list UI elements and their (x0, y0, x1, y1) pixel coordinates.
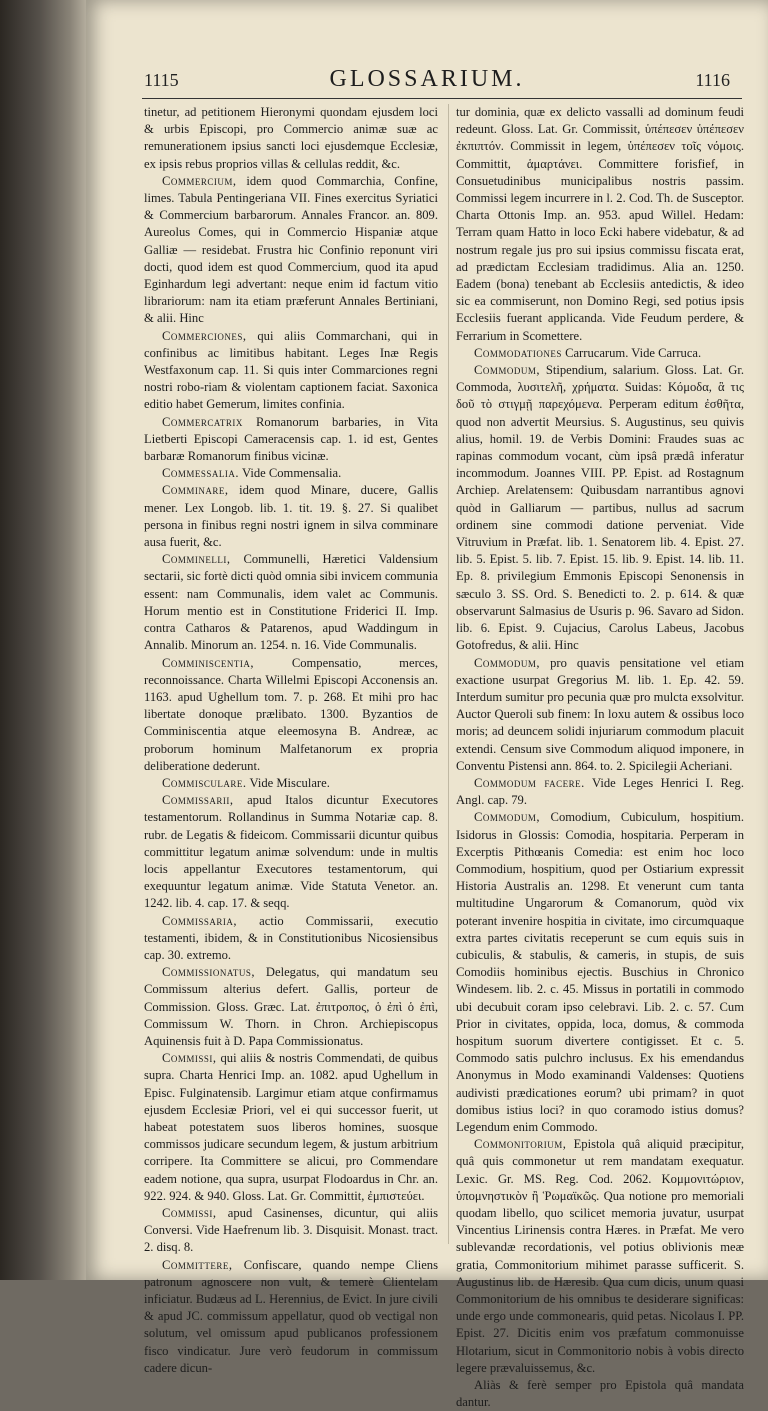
dictionary-entry (456, 1136, 744, 1377)
entry-headword: Commissaria, (162, 913, 238, 928)
dictionary-entry (144, 328, 438, 414)
entry-text: idem quod Commarchia, Confine, limes. Tabula Pentingeriana VII. Fines exercitus Syriatici & Commercium barbarorum. Annales Francor. an. 809. Aureolus Comes, qui in Commercio Hispaniæ atque Galliæ — residebat. Frustra hic Confinio reponunt viri docti, quod idem est quod Commercium, quod ita apud Eginhardum legi advertant: neque enim id factum vitio librariorum: nam ita etiam præferunt Annales Bertiniani, & alii. Hinc (144, 173, 439, 326)
entry-text: Vide Misculare. (249, 775, 330, 790)
entry-text: idem quod Minare, ducere, Gallis mener. Lex Longob. lib. 1. tit. 19. §. 27. Si qualibet persona in finibus regni nostri ignem in silva comminare ausa fuerit, &c. (144, 483, 439, 550)
entry-text: actio Commissarii, executio testamenti, ibidem, & in Constitutionibus Nicosiensibus cap. 30. extremo. (144, 913, 438, 962)
dictionary-entry (144, 792, 438, 912)
entry-headword: Commodum, (474, 363, 541, 378)
entry-text: pro quavis pensitatione vel etiam exactione usurpat Gregorius M. lib. 1. Ep. 42. 59. Interdum sumitur pro pecunia quæ pro mulcta exsolvitur. Auctor Queroli sub finem: In loxu autem & ossibus loco moris; ad deuncem solidi injuriarum commodum placuit extendi. Censum sive Commodum aliquod imponere, in Conventu Pistensi ann. 864. to. 2. Spicilegii Acheriani. (456, 655, 744, 773)
entry-text: Communelli, Hæretici Valdensium sectarii, sic fortè dicti quòd omnia sibi invicem communia essent: nam Communalis, idem valet ac Communis. Horum mentio est in Constitutione Friderici II. Imp. contra Catharos & Patarenos, apud Waddingum in Annalib. Minorum an. 1254. n. 16. Vide Communalis. (144, 552, 439, 653)
dictionary-entry (144, 482, 438, 551)
entry-headword: Commissi, (162, 1206, 217, 1220)
entry-headword: Commerciones, (162, 328, 247, 343)
entry-headword: Commodationes (474, 345, 562, 360)
entry-text: Comodium, Cubiculum, hospitium. Isidorus in Glossis: Comodia, hospitaria. Perperam in Excerptis Pithœanis Comedia: est enim hoc loco Commodium, hospitium, quod per Ostiarium expressit Historia Australis an. 1298. Et venerunt cum tanta multitudine Ungarorum & Comanorum, quòd vix poterant invenire hospitia in civitate, imo circumquaque extra partes civitatis receperunt se cum equis suis in cubiculis, & stabulis, & cameris, in stupis, de suis Comodiis hominibus ejectis. Buschius in Chronico Windesem. lib. 2. c. 45. Missus in portatili in commodo ubi decubuit coram ipso celebravi. Lib. 2. c. 57. Cum Prior in civitates, oppida, loca, domus, & commoda hospitum suorum divertere contigisset. Et c. 5. Commodo satis pulchro inclusus. Ex his emendandus Anonymus in Modo examinandi Valdenses: Quotiens audivisti prædicationes eorum? ubi primam? in quot domibus istius loci? in quo coramodo istius domus? Legendum enim Commodo. (456, 810, 744, 1134)
entry-text: Vide Leges Henrici I. Reg. Angl. cap. 79. (456, 775, 744, 808)
dictionary-entry (456, 345, 744, 362)
entry-text: Romanorum barbaries, in Vita Lietberti Episcopi Cameracensis cap. 1. id est, Gentes barbaræ Romanorum finibus vicinæ. (144, 414, 438, 464)
dictionary-entry (144, 775, 438, 792)
entry-text: apud Italos dicuntur Executores testamentorum. Rollandinus in Summa Notariæ cap. 8. rubr. de Legatis & fideicom. Commissarii dicuntur quibus committitur legatum animæ solvendum: unde in multis locis appellantur Executores testamentorum, qui exequuntur legatum animæ. Vide Statuta Venetor. an. 1242. lib. 4. cap. 17. & seqq. (144, 793, 438, 911)
page-number-left: 1115 (144, 70, 179, 90)
entry-text: Delegatus, qui mandatum seu Commissum alterius defert. Gallis, porteur de Commission. Gloss. Græc. Lat. ἐπιτροπος, ὁ ἐπὶ ὁ ἐπὶ, Commissum W. Thorn. in Chron. Archiepiscopus Aquinensis fuit à D. Papa Commissionatus. (144, 965, 438, 1048)
entry-headword: Commercium, (162, 173, 237, 188)
page-number-right: 1116 (695, 70, 730, 90)
entry-text: Carrucarum. Vide Carruca. (565, 345, 702, 360)
header-rule (142, 98, 742, 99)
entry-text: Vide Commensalia. (241, 466, 342, 481)
right-column (456, 104, 745, 1410)
entry-text: apud Casinenses, dicuntur, qui aliis Conversi. Vide Haefrenum lib. 3. Disquisit. Monast. tract. 2. disq. 8. (144, 1206, 438, 1255)
book-spine-shadow (0, 0, 88, 1280)
entry-headword: Comminelli, (162, 552, 231, 567)
dictionary-entry (144, 173, 438, 328)
entry-headword: Comminiscentia, (162, 655, 255, 670)
dictionary-entry (144, 551, 438, 654)
column-divider (448, 104, 449, 1244)
left-column (144, 104, 439, 1375)
entry-text: qui aliis & nostris Commendati, de quibus supra. Charta Henrici Imp. an. 1082. apud Ughellum in Episc. Fulginatensib. Largimur etiam atque confirmamus ejusdem Ecclesiæ Priori, vel ei qui successor fuerit, ut habeat potestatem suos liberos homines, suosque commissos judicare secundum legem, & justum arbitrium corripere. Ita Committere se alicui, pro Commendare eadem notione, qua supra, usurpat Flodoardus in Chr. an. 922. 924. & 940. Gloss. Lat. Gr. Committit, ἐμπιστεύει. (144, 1051, 438, 1203)
entry-headword: Comminare, (162, 483, 229, 498)
dictionary-entry (456, 655, 744, 775)
dictionary-entry (144, 1050, 438, 1205)
entry-headword: Commodum, (474, 655, 541, 670)
dictionary-entry (456, 1377, 744, 1411)
entry-headword: Commissarii, (162, 793, 234, 808)
dictionary-entry (144, 1205, 438, 1257)
running-title: GLOSSARIUM. (329, 66, 525, 92)
entry-text: tur dominia, quæ ex delicto vassalli ad dominum feudi redeunt. Gloss. Lat. Gr. Commissit, ὑπέπεσεν ὑπέπεσεν ἐκπιπτόν. Commissit in legem, ὑπέπεσεν τοῖς νόμοις. Committit, ἁμαρτάνει. Committere forisfief, in Consuetudinibus municipalibus nostris passim. Commissi legem incurrere in l. 2. Cod. Th. de Susceptor. Charta Ottonis Imp. an. 953. apud Willel. Hedam: Terram quam Hatto in loco Ecki habere videbatur, & ad nostrum regale jus pro sui ipsius commissu fiscata erat, ad prædictam Ecclesiam tradidimus. Alia an. 1250. Eadem (bona) tenebant ab Ecclesiis antedictis, & ideo sic ea commiserunt, non Domino Regi, sed potius ipsis Ecclesiis fuerant applicanda. Vide Feudum perdere, & Ferrarium in Scomettere. (456, 105, 744, 343)
dictionary-entry (456, 775, 744, 809)
dictionary-entry (144, 964, 438, 1050)
entry-text: qui aliis Commarchani, qui in confinibus ac limitibus habitant. Leges Inæ Regis Westfaxonum cap. 11. Si quis inter Commarciones regni nostri robo-riam & violentam captionem faciat. Saxonica editio habet Gemerum, limites confinia. (144, 328, 438, 412)
entry-text: Confiscare, quando nempe Cliens patronum agnoscere non vult, & temerè Clientelam inficiatur. Budæus ad L. Herennius, de Evict. In jure civili & apud JC. commissum appellatur, quod ob vectigal non solutum, vel omissum apud publicanos professionem fisco vindicatur. Jure verò feudorum in commissum cadere dicun- (144, 1257, 438, 1375)
entry-headword: Commodum facere. (474, 775, 585, 790)
entry-headword: Commessalia. (162, 466, 240, 481)
dictionary-entry (456, 809, 744, 1136)
entry-headword: Committere, (162, 1257, 233, 1272)
entry-headword: Commissionatus, (162, 965, 256, 980)
entry-text: Compensatio, merces, reconnoissance. Charta Willelmi Episcopi Acconensis an. 1163. apud Ughellum tom. 7. p. 268. Et mihi pro hac libertate donoque prælibato. 1300. Byzantios de Comminiscentia atque eleemosyna B. Andreæ, ac proborum hominum Malfetanorum ex propria deliberatione dederunt. (144, 655, 438, 773)
entry-headword: Commodum, (474, 810, 541, 825)
entry-text: Epistola quâ aliquid præcipitur, quâ quis commonetur ut rem mandatam exequatur. Lexic. Gr. MS. Reg. Cod. 2062. Κομμονιτώριον, ὑπομνηστικὸν ἢ Ῥωμαϊκῶς. Qua notione pro memoriali quodam libello, quo scilicet memoria juvatur, usurpat Vincentius Lirinensis contra Hæres. in Præfat. Me vero sublevandæ recordationis, vel potius oblivionis meæ gratia, Commonitorium mihimet parasse sufficerit. S. Augustinus lib. de Hæresib. Qua cum dicis, unum quasi Commonitorium de his omnibus te desiderare significas: unde ergo unde commonearis, quid petas. Nicolaus I. PP. Epist. 27. Dicitis enim vos præfatum commonuisse Hlotarium, sicut in Commonitorio nobis à vobis directo legere prævaluissemus, &c. (456, 1137, 744, 1375)
dictionary-entry (144, 655, 438, 775)
book-page (86, 0, 768, 1410)
entry-text: tinetur, ad petitionem Hieronymi quondam ejusdem loci & urbis Episcopi, pro Commercio animæ suæ ac remunerationem ipsius sancti loci ejusdemque Ecclesiæ, ex ipsis rebus proprios villas & cellulas reddit, &c. (144, 105, 438, 171)
dictionary-entry (144, 913, 438, 965)
entry-headword: Commonitorium, (474, 1137, 567, 1152)
page-header (86, 62, 768, 102)
dictionary-entry (456, 362, 744, 654)
entry-headword: Commisculare. (162, 775, 247, 790)
dictionary-entry (456, 104, 744, 345)
dictionary-entry (144, 465, 438, 482)
entry-text: Stipendium, salarium. Gloss. Lat. Gr. Commoda, λυσιτελῆ, χρήματα. Suidas: Κόμοδα, ἃ τις δοῦ τὸ στιγμῇ παρεχόμενα. Perperam editum ἐσθῆτα, quod non advertit Meursius. S. Augustinus, seu quivis alius, homil. 19. de Verbis Domini: Fraudes suas ac rapinas commodum vocant, cùm ipsâ prædâ inferatur incommodum. Joannes VIII. PP. Epist. ad Rostagnum Archiep. Arelatensem: Quibusdam narrantibus agnovi quòd in Galliarum — partibus, nullus ad sacrum ordinem sine commodi datione perveniat. Vide Vitruvium in Præfat. lib. 1. Senatorem lib. 4. Epist. 27. lib. 5. Epist. 5. lib. 7. Epist. 15. lib. 9. Epist. 14. lib. 11. Ep. 8. privilegium Emmonis Episcopi Senonensis in sæculo 3. SS. Ord. S. Benedicti to. 2. p. 614. & quæ observarunt Salmasius de Usuris p. 96. Savaro ad Sidon. lib. 6. Epist. 9. Cujacius, Carolus Labeus, Jacobus Gotofredus, & alii. Hinc (456, 363, 745, 653)
dictionary-entry (144, 414, 438, 466)
dictionary-entry (144, 1257, 438, 1377)
entry-headword: Commissi, (162, 1051, 217, 1066)
entry-text: Aliàs & ferè semper pro Epistola quâ mandata dantur. (456, 1378, 744, 1410)
entry-headword: Commercatrix (162, 414, 243, 429)
dictionary-entry (144, 104, 438, 173)
